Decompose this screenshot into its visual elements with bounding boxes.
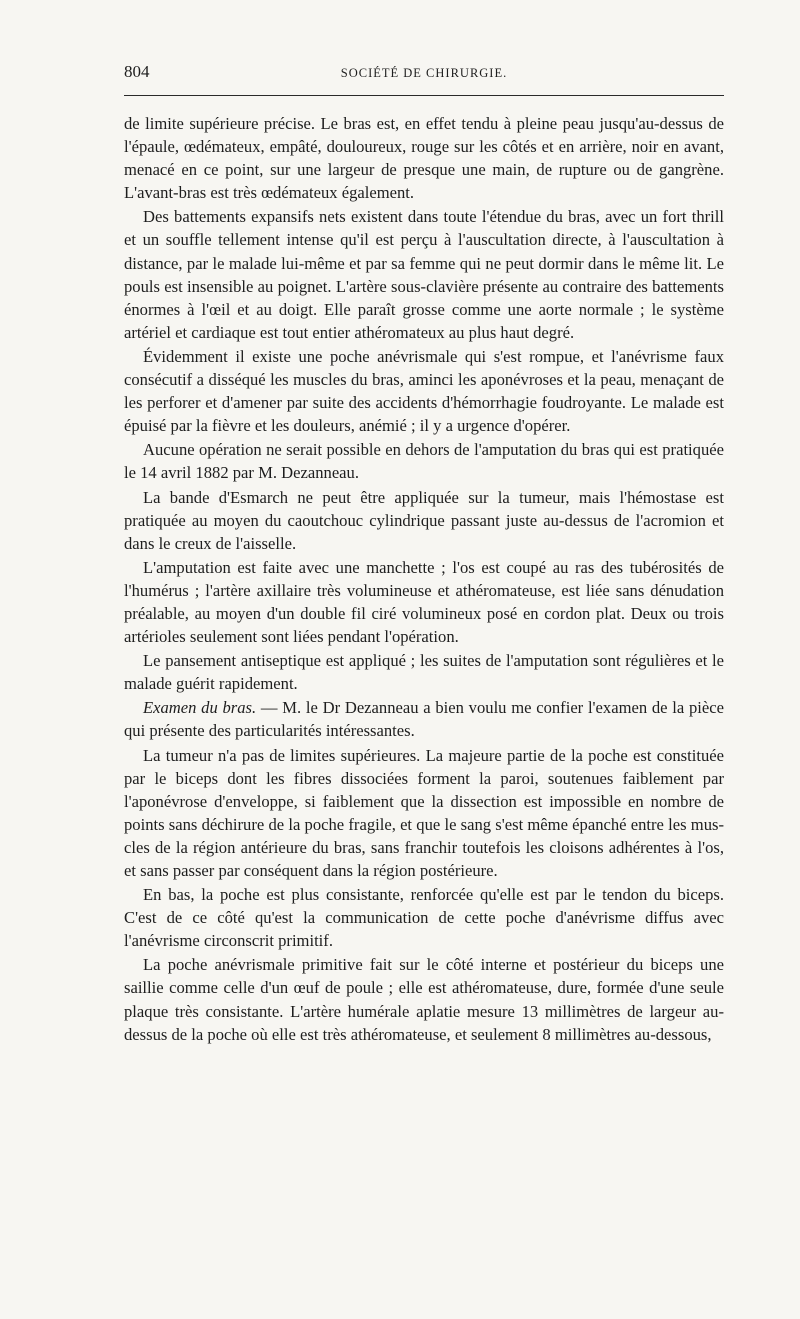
- paragraph: Évidemment il existe une poche anévrismale qui s'est rompue, et l'anévrisme faux consécutif a disséqué les muscles du bras, aminci les aponévroses et la peau, menaçant de les perforer et d'amener par suite des accidents d'hémorrhagie foudroyante. Le malade est épuisé par la fièvre et les douleurs, anémié ; il y a urgence d'opérer.: [124, 346, 724, 436]
- body-text: [124, 112, 724, 1046]
- page-header: [124, 62, 724, 83]
- paragraph: En bas, la poche est plus consistante, renforcée qu'elle est par le tendon du biceps. C'est de ce côté qu'est la communication de cette poche d'anévrisme diffus avec l'anévrisme circonscrit primitif.: [124, 885, 724, 951]
- paragraph: L'amputation est faite avec une manchette ; l'os est coupé au ras des tubérosités de l'humérus ; l'artère axillaire très volumineuse et athéromateuse, est liée sans dénudation préalable, au moyen d'un double fil ciré volumineux posé en cordon plat. Deux ou trois artérioles seulement sont liées pendant l'opération.: [124, 557, 724, 647]
- paragraph: Le pansement antiseptique est appliqué ; les suites de l'amputation sont régulières et le malade guérit rapidement.: [124, 651, 724, 694]
- paragraph: La poche anévrismale primitive fait sur le côté interne et postérieur du biceps une saillie comme celle d'un œuf de poule ; elle est athéromateuse, dure, formée d'une seule plaque très consistante. L'artère humérale aplatie mesure 13 millimètres de largeur au-dessus de la poche où elle est très athéromateuse, et seulement 8 millimètres au-dessous,: [124, 955, 724, 1044]
- running-title: SOCIÉTÉ DE CHIRURGIE.: [340, 66, 508, 80]
- book-page: [124, 62, 724, 1046]
- paragraph-text: — M. le Dr Dezanneau a bien voulu me confier l'examen de la pièce qui présente des particularités intéressantes.: [124, 698, 724, 741]
- header-rule: [124, 95, 724, 96]
- paragraph: La tumeur n'a pas de limites supérieures. La majeure partie de la poche est constituée par le biceps dont les fibres dissociées forment la paroi, soutenues faiblement par l'aponévrose d'enveloppe, si faiblement que la dissection est impossible en nombre de points sans déchirure de la poche fragile, et que le sang s'est même épanché entre les muscles de la région antérieure du bras, sans franchir toutefois les cloisons adhérentes à l'os, et sans passer par conséquent dans la région postérieure.: [124, 745, 724, 880]
- paragraph: La bande d'Esmarch ne peut être appliquée sur la tumeur, mais l'hémostase est pratiquée au moyen du caoutchouc cylindrique passant juste au-dessus de l'acromion et dans le creux de l'aisselle.: [124, 487, 724, 553]
- paragraph: Des battements expansifs nets existent dans toute l'étendue du bras, avec un fort thrill et un souffle tellement intense qu'il est perçu à l'auscultation directe, à l'auscultation à distance, par le malade lui-même et par sa femme qui ne peut dormir dans le même lit. Le pouls est insensible au poignet. L'artère sous-clavière présente au contraire des battements énormes à l'œil et au doigt. Elle paraît grosse comme une aorte normale ; le système artériel et cardiaque est tout entier athéromateux au plus haut degré.: [124, 207, 724, 342]
- page-number: 804: [124, 62, 150, 81]
- paragraph: de limite supérieure précise. Le bras est, en effet tendu à pleine peau jusqu'au-dessus de l'épaule, œdémateux, empâté, douloureux, rouge sur les côtés et en arrière, noir en avant, menacé en ce point, sur une largeur de presque une main, de rupture ou de gangrène. L'avant-bras est très œdémateux également.: [124, 114, 724, 203]
- paragraph: [124, 696, 724, 742]
- section-lead: Examen du bras.: [143, 698, 257, 718]
- paragraph: Aucune opération ne serait possible en dehors de l'amputation du bras qui est pratiquée le 14 avril 1882 par M. Dezanneau.: [124, 440, 724, 483]
